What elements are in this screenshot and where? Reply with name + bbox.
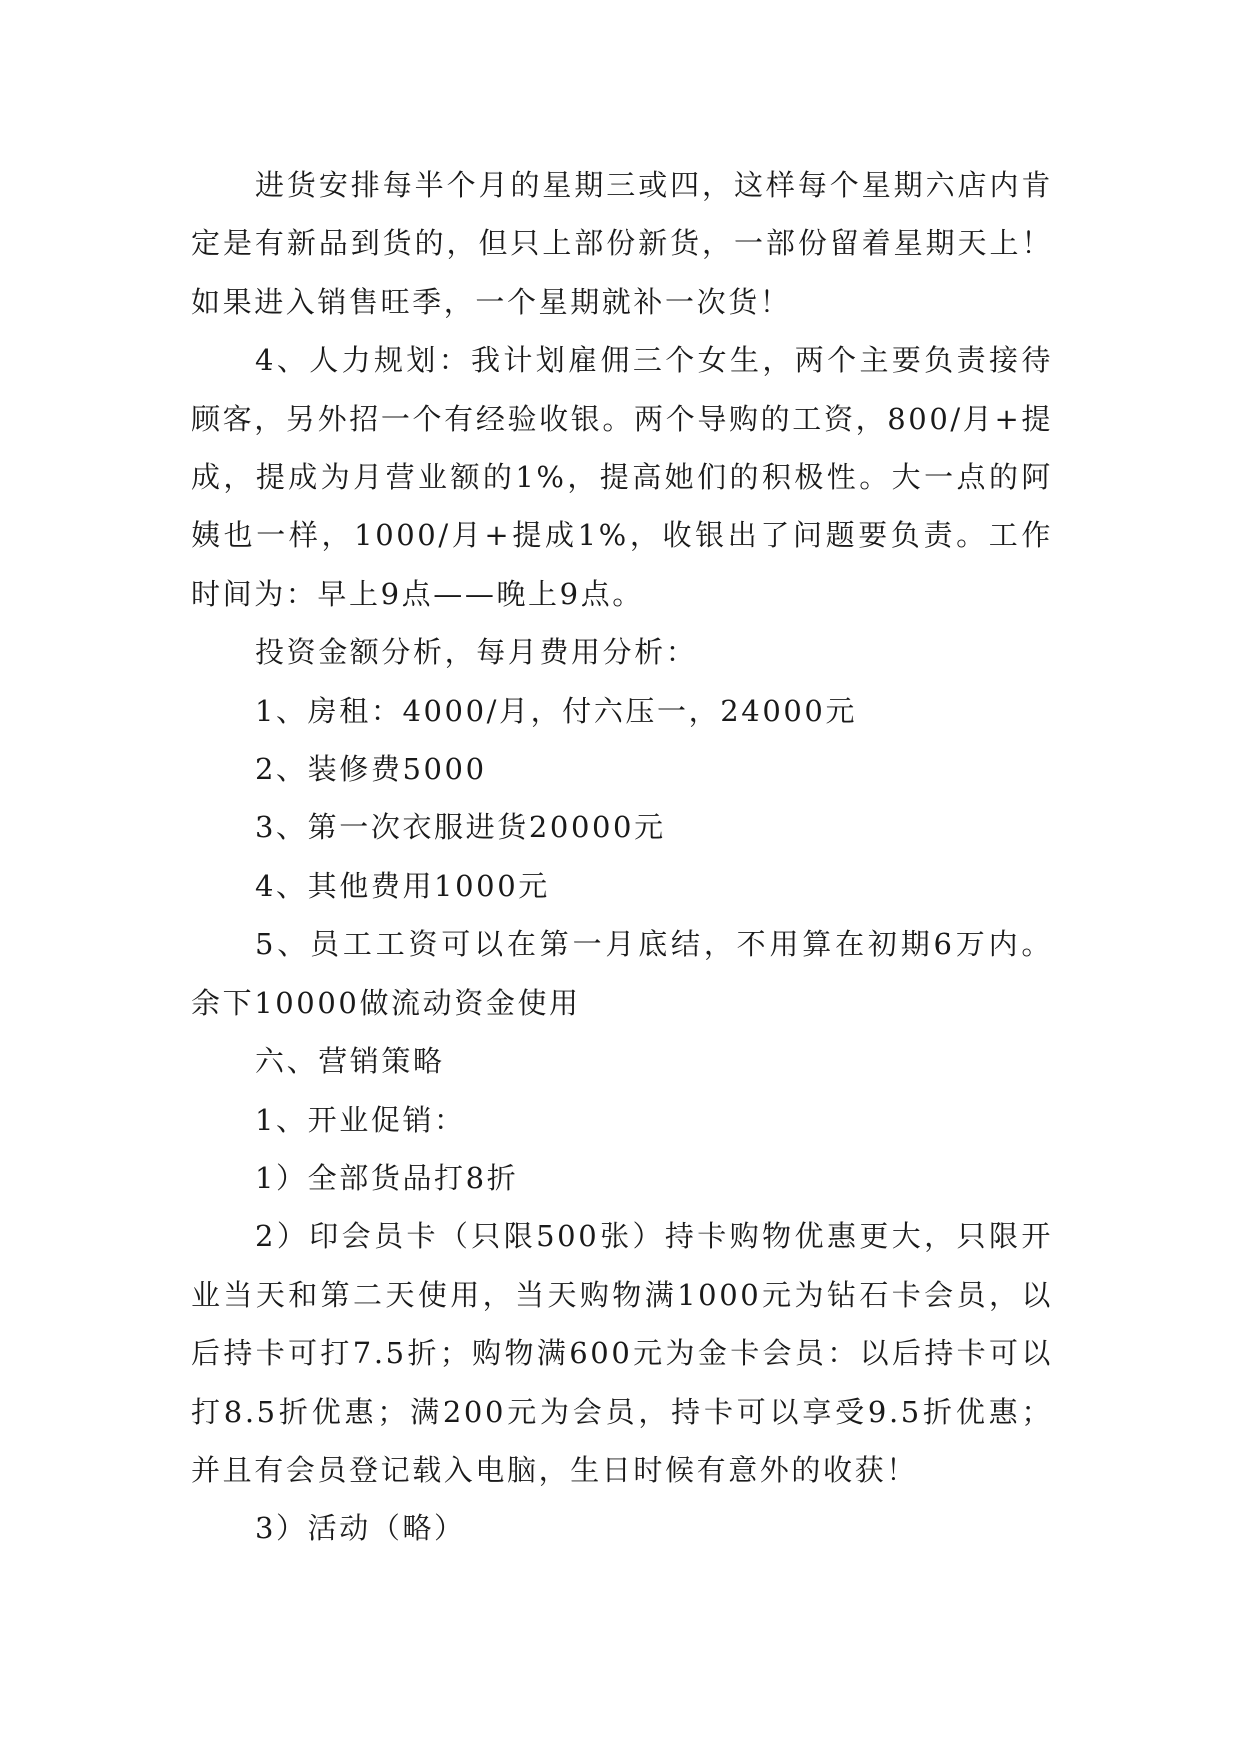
paragraph-first-stock: 3、第一次衣服进货20000元: [255, 810, 666, 845]
paragraph-restock-schedule: 进货安排每半个月的星期三或四，这样每个星期六店内肯定是有新品到货的，但只上部份新货，一部份留着星期天上！如果进入销售旺季，一个星期就补一次货！: [191, 168, 1053, 319]
paragraph-activities: 3）活动（略）: [255, 1511, 466, 1546]
paragraph-membership-card: 2）印会员卡（只限500张）持卡购物优惠更大，只限开业当天和第二天使用，当天购物满1000元为钻石卡会员，以后持卡可打7.5折；购物满600元为金卡会员：以后持卡可以打8.5折优惠；满200元为会员，持卡可以享受9.5折优惠；并且有会员登记载入电脑，生日时候有意外的收获！: [191, 1219, 1053, 1487]
paragraph-other-costs: 4、其他费用1000元: [255, 868, 550, 903]
paragraph-salary-settlement: 5、员工工资可以在第一月底结，不用算在初期6万内。余下10000做流动资金使用: [191, 927, 1053, 1020]
paragraph-rent: 1、房租：4000/月，付六压一，24000元: [255, 693, 858, 728]
paragraph-renovation: 2、装修费5000: [255, 752, 487, 787]
paragraph-discount: 1）全部货品打8折: [255, 1160, 519, 1195]
document-body: [191, 156, 1053, 1558]
section-heading-marketing: 六、营销策略: [255, 1044, 445, 1079]
paragraph-investment-heading: 投资金额分析，每月费用分析：: [255, 635, 698, 670]
paragraph-staffing-plan: 4、人力规划：我计划雇佣三个女生，两个主要负责接待顾客，另外招一个有经验收银。两个导购的工资，800/月+提成，提成为月营业额的1%，提高她们的积极性。大一点的阿姨也一样，1000/月+提成1%，收银出了问题要负责。工作时间为：早上9点——晚上9点。: [191, 343, 1053, 611]
paragraph-opening-promotion: 1、开业促销：: [255, 1102, 466, 1137]
